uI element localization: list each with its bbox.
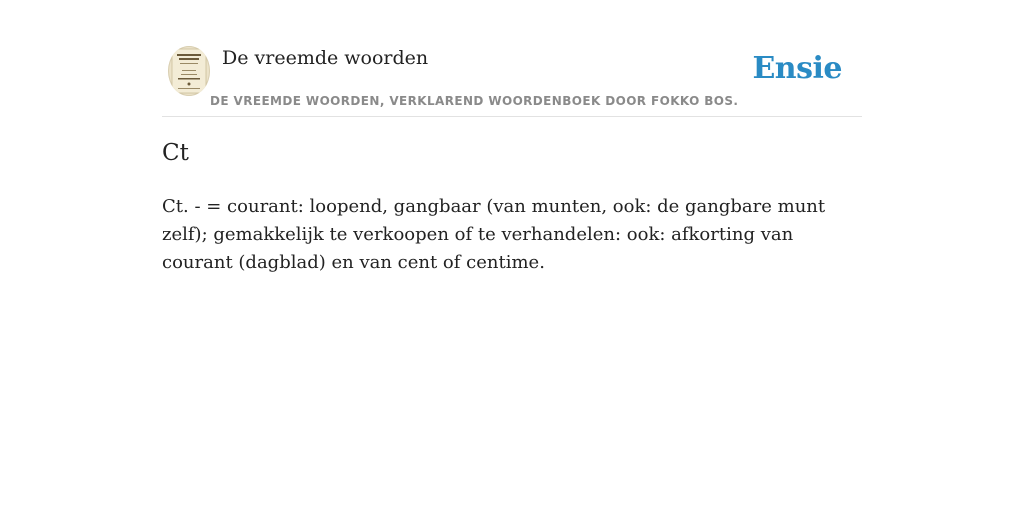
book-title[interactable]: De vreemde woorden	[222, 47, 429, 69]
entry-title: Ct	[162, 140, 189, 166]
page-header	[162, 40, 862, 117]
book-cover-icon[interactable]	[168, 46, 210, 96]
entry-definition: Ct. - = courant: loopend, gangbaar (van munten, ook: de gangbare munt zelf); gemakkelijk te verkoopen of te verhandelen: ook: afkorting van courant (dagblad) en van cent of centime.	[162, 196, 826, 273]
ensie-logo-link[interactable]: Ensie	[752, 51, 842, 86]
book-subtitle: DE VREEMDE WOORDEN, VERKLAREND WOORDENBOEK DOOR FOKKO BOS.	[210, 94, 739, 108]
